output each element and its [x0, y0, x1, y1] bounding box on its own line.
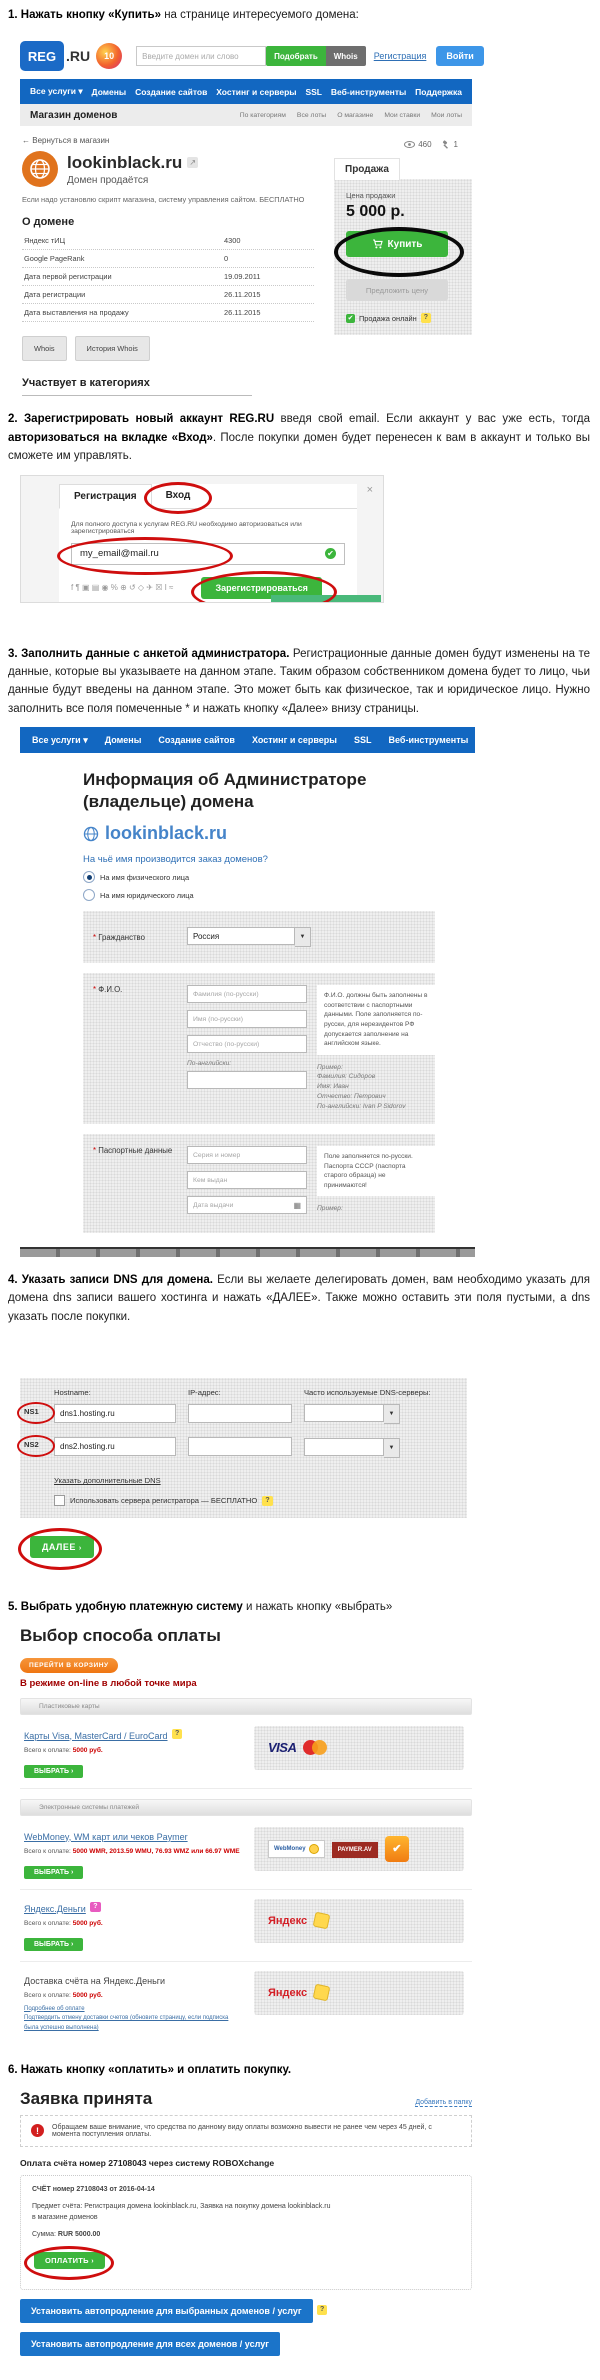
- invoice-sum-line: Сумма: RUR 5000.00: [32, 2231, 101, 2239]
- payment-option-webmoney: WebMoney, WM карт или чеков Paymer Всего к оплате: 5000 WMR, 2013.59 WMU, 76.93 WMZ или 66.97 WME ВЫБРАТЬ › WebMoney PAYMER.AV ✔: [20, 1818, 472, 1890]
- seller-promo-text: Если надо установлю скрипт магазина, систему управления сайтом. БЕСПЛАТНО: [22, 195, 305, 205]
- store-link-my-bids[interactable]: Мои ставки: [384, 111, 421, 119]
- nav-item-hosting[interactable]: Хостинг и серверы: [216, 86, 297, 97]
- store-link-my-lots[interactable]: Мои лоты: [431, 111, 462, 119]
- sale-panel: [334, 158, 472, 396]
- tab-registration[interactable]: Регистрация: [59, 484, 152, 509]
- arrow-right-icon: ›: [91, 2257, 94, 2265]
- auth-area: [374, 46, 484, 66]
- auth-note: Для полного доступа к услугам REG.RU необходимо авторизоваться или зарегистрироваться: [71, 520, 302, 535]
- nav-item-domains[interactable]: Домены: [91, 86, 127, 97]
- radio-person[interactable]: На имя физического лица: [83, 871, 475, 883]
- table-row: Дата выставления на продажу 26.11.2015: [22, 304, 314, 322]
- step-5-text: 5. Выбрать удобную платежную систему и нажать кнопку «выбрать»: [8, 1601, 393, 1614]
- check-icon: ✔: [347, 315, 354, 323]
- nav-item-site-builder[interactable]: Создание сайтов: [158, 735, 235, 746]
- chevron-down-icon[interactable]: ▼: [384, 1404, 400, 1424]
- withdrawal-warning: ! Обращаем ваше внимание, что средства по данному виду оплаты возможно вывести не ранее чем через 45 дней, с момента поступления оплаты.: [20, 2115, 472, 2147]
- hostname-column-header: Hostname:: [54, 1388, 91, 1398]
- lastname-input[interactable]: Фамилия (по-русски): [187, 985, 307, 1003]
- table-row: Дата регистрации 26.11.2015: [22, 286, 314, 304]
- checkbox[interactable]: [54, 1495, 65, 1506]
- yandex-coin-icon: [313, 1984, 331, 2002]
- auth-tabs: [59, 484, 357, 509]
- oauth-icons-row[interactable]: f ¶ ▣ ▤ ◉ % ⊕ ↺ ◇ ✈ ☒ I ≈: [71, 583, 174, 593]
- offer-price-button[interactable]: Предложить цену: [346, 279, 448, 301]
- chevron-down-icon[interactable]: ▼: [384, 1438, 400, 1458]
- store-link-all-lots[interactable]: Все лоты: [296, 111, 327, 119]
- table-row: Дата первой регистрации 19.09.2011: [22, 268, 314, 286]
- domain-name: lookinblack.ru ↗: [67, 153, 198, 173]
- verified-badge-icon: ✔: [385, 1836, 409, 1862]
- register-link[interactable]: Регистрация: [373, 51, 427, 62]
- yandex-money-option-link[interactable]: Яндекс.Деньги: [24, 1903, 86, 1914]
- nav-item-webtools[interactable]: Веб-инструменты: [388, 735, 469, 746]
- dns-preset-select-1[interactable]: [304, 1404, 454, 1424]
- screenshot-registration-modal: [20, 475, 384, 603]
- step-4-text: 4. Указать записи DNS для домена. Если вы желаете делегировать домен, вам необходимо указать для домена dns записи вашего хостинга и нажать «ДАЛЕЕ». Также можно оставить эти поля пустыми, а dns указать после покупки.: [8, 1274, 590, 1323]
- online-sale-row: ✔ Продажа онлайн ?: [346, 313, 462, 323]
- email-input[interactable]: my_email@mail.ru ✔: [71, 543, 345, 565]
- ns1-ip-input[interactable]: [188, 1404, 292, 1423]
- pay-button[interactable]: ОПЛАТИТЬ ›: [34, 2252, 105, 2269]
- domain-avatar: [22, 151, 58, 187]
- domain-stats: [404, 140, 458, 149]
- fio-example: Пример: Фамилия: Сидоров Имя: Иван Отчество: Петрович По-английски: Ivan P Sidorov: [317, 1063, 406, 1111]
- domain-card: [20, 126, 472, 396]
- chevron-down-icon: ▾: [83, 734, 88, 745]
- mastercard-logo: [303, 1740, 327, 1755]
- passport-example: Пример:: [317, 1205, 343, 1213]
- yandex-logo: Яндекс: [268, 1986, 308, 1999]
- site-header: [20, 33, 472, 79]
- tab-login[interactable]: Вход: [152, 484, 205, 508]
- payment-details-link[interactable]: Подробнее об оплате: [24, 2005, 85, 2012]
- whois-button[interactable]: Whois: [326, 46, 366, 66]
- payment-option-cards: Карты Visa, MasterCard / EuroCard ? Всего к оплате: 5000 руб. ВЫБРАТЬ › VISA: [20, 1717, 472, 1789]
- step-1-bold: 1. Нажать кнопку «Купить»: [8, 9, 162, 21]
- payment-title: Выбор способа оплаты: [20, 1625, 221, 1645]
- domain-info-column: [22, 132, 314, 396]
- login-button[interactable]: Войти: [436, 46, 483, 66]
- go-to-cart-button[interactable]: ПЕРЕЙТИ В КОРЗИНУ: [20, 1658, 118, 1673]
- section-emoney: Электронные системы платежей: [20, 1799, 472, 1816]
- nav-item-all-services[interactable]: Все услуги ▾: [30, 86, 83, 97]
- next-button[interactable]: ДАЛЕЕ ›: [30, 1536, 94, 1558]
- visa-logo: VISA: [268, 1740, 297, 1756]
- external-link-icon[interactable]: ↗: [187, 157, 198, 168]
- valid-check-icon: ✔: [325, 548, 336, 559]
- about-domain-title: О домене: [22, 216, 75, 229]
- ns1-label: NS1: [24, 1407, 39, 1417]
- warning-icon: !: [31, 2124, 44, 2137]
- choose-button[interactable]: ВЫБРАТЬ ›: [24, 1765, 83, 1778]
- english-name-input[interactable]: [187, 1071, 307, 1089]
- yandex-invoice-option: Доставка счёта на Яндекс.Деньги: [24, 1975, 166, 1986]
- passport-box: * Паспортные данные Серия и номер Кем выдан Дата выдачи ▦ Поле заполняется по-русски. Паспорта СССР (паспорта старого образца) не принимаются! Пример:: [83, 1134, 435, 1233]
- use-registrar-checkbox-row: Использовать сервера регистратора — БЕСПЛАТНО ?: [54, 1495, 459, 1506]
- ns1-hostname-input[interactable]: dns1.hosting.ru: [54, 1404, 176, 1423]
- domain-search-bar: [136, 46, 366, 66]
- screenshot-domain-page: [20, 33, 472, 396]
- screenshot-payment-methods: [20, 1626, 472, 2044]
- radio-company[interactable]: На имя юридического лица: [83, 889, 475, 901]
- arrow-right-icon: ›: [70, 1868, 74, 1876]
- store-link-about[interactable]: О магазине: [337, 111, 374, 119]
- background-button-fragment: [271, 595, 381, 602]
- middlename-input[interactable]: Отчество (по-русски): [187, 1035, 307, 1053]
- close-icon[interactable]: ×: [366, 483, 373, 496]
- main-nav: [20, 727, 503, 753]
- categories-title: Участвует в категориях: [22, 377, 252, 396]
- domain-status: Домен продаётся: [67, 174, 149, 186]
- globe-icon: [83, 826, 99, 842]
- add-to-folder-link[interactable]: Добавить в папку: [415, 2098, 472, 2106]
- views-counter: 460: [404, 140, 431, 149]
- fio-box: * Ф.И.О. Фамилия (по-русски) Имя (по-русски) Отчество (по-русски) По-английски: Ф.И.О. должны быть заполнены в соответствии с паспортными данными. Поле заполняется по-русски, для нерезидентов РФ допускается заполнение на английском языке. Пример: Фамилия: Сидоров Имя: Иван Отчество: Петрович По-английски: Ivan P Sidorov: [83, 973, 435, 1124]
- invoice-subject-line: Предмет счёта: Регистрация домена lookinblack.ru, Заявка на покупку домена lookinblack.ru в магазине доменов: [32, 2203, 331, 2221]
- nav-item-domains[interactable]: Домены: [104, 735, 142, 746]
- store-links: [240, 112, 462, 119]
- add-dns-link[interactable]: Указать дополнительные DNS: [54, 1476, 161, 1486]
- domain-name: lookinblack.ru: [83, 823, 475, 844]
- calendar-icon[interactable]: ▦: [293, 1200, 301, 1210]
- screenshot-order-accepted: [20, 2089, 472, 2356]
- globe-icon: [29, 158, 51, 180]
- ip-column-header: IP-адрес:: [188, 1388, 221, 1398]
- help-icon[interactable]: ?: [172, 1729, 182, 1739]
- radio-selected-icon[interactable]: [83, 871, 95, 883]
- dns-preset-select-2[interactable]: [304, 1438, 454, 1458]
- step-2-text: 2. Зарегистрировать новый аккаунт REG.RU введя свой email. Если аккаунт у вас уже есть, тогда авторизоваться на вкладке «Вход». После покупки домен будет перенесен к вам в аккаунт и только вы сможете им управлять.: [8, 413, 590, 463]
- passport-help-text: Поле заполняется по-русски. Паспорта СССР (паспорта старого образца) не принимаются!: [317, 1146, 435, 1196]
- citizenship-box: * Гражданство Россия ▼: [83, 911, 435, 963]
- choose-button[interactable]: ВЫБРАТЬ ›: [24, 1866, 83, 1879]
- nav-item-hosting[interactable]: Хостинг и серверы: [251, 735, 337, 746]
- dns-servers-column-header: Часто используемые DNS-серверы:: [304, 1388, 431, 1398]
- ns2-label: NS2: [24, 1440, 39, 1450]
- fio-help-text: Ф.И.О. должны быть заполнены в соответствии с паспортными данными. Поле заполняется по-русски, для нерезидентов РФ допускается заполнение на английском языке.: [317, 985, 435, 1054]
- citizenship-select[interactable]: Россия ▼: [187, 927, 311, 947]
- order-accepted-title: Заявка принята: [20, 2088, 153, 2108]
- step-1-text: [8, 6, 590, 24]
- cards-option-link[interactable]: Карты Visa, MasterCard / EuroCard: [24, 1730, 168, 1741]
- step-6-text: 6. Нажать кнопку «оплатить» и оплатить покупку.: [8, 2064, 292, 2077]
- screenshot-dns-form: [20, 1378, 467, 1574]
- arrow-left-icon: ←: [22, 136, 30, 146]
- step-1-rest: на странице интересуемого домена:: [161, 9, 359, 21]
- online-note: В режиме on-line в любой точке мира: [20, 1677, 197, 1689]
- domain-search-input[interactable]: Введите домен или слово: [136, 46, 266, 66]
- webmoney-logo: WebMoney: [268, 1840, 325, 1858]
- payment-option-yandex-invoice: Доставка счёта на Яндекс.Деньги Всего к оплате: 5000 руб. Подробнее об оплате Подтвердить отмену доставки счетов (обновите страницу, если подписка была успешно выполнена) Яндекс: [20, 1962, 472, 2044]
- auth-modal: [59, 484, 357, 603]
- choose-button[interactable]: ВЫБРАТЬ ›: [24, 1938, 83, 1951]
- nav-item-all-services[interactable]: Все услуги ▾: [32, 734, 88, 745]
- radio-unselected-icon[interactable]: [83, 889, 95, 901]
- regru-logo-mark: REG: [20, 41, 64, 71]
- nav-item-ssl[interactable]: SSL: [305, 86, 322, 97]
- yandex-coin-icon: [313, 1912, 331, 1930]
- regru-logo: [20, 41, 122, 71]
- table-row: Яндекс тИЦ 4300: [22, 232, 314, 250]
- nav-item-webtools[interactable]: Веб-инструменты: [330, 86, 407, 97]
- help-icon[interactable]: ?: [317, 2305, 327, 2315]
- store-link-categories[interactable]: По категориям: [239, 111, 286, 119]
- anniversary-badge: 10: [96, 43, 122, 69]
- invoice-payment-heading: Оплата счёта номер 27108043 через систему ROBOXchange: [20, 2157, 275, 2168]
- firstname-input[interactable]: Имя (по-русски): [187, 1010, 307, 1028]
- screenshot-admin-form: [20, 727, 503, 1257]
- autorenew-all-button[interactable]: Установить автопродление для всех доменов / услуг: [20, 2332, 280, 2356]
- help-icon[interactable]: ?: [262, 1496, 272, 1506]
- nav-item-support[interactable]: Поддержка: [415, 86, 462, 97]
- ns2-hostname-input[interactable]: dns2.hosting.ru: [54, 1437, 176, 1456]
- order-name-question: На чьё имя производится заказ доменов?: [83, 854, 268, 866]
- store-subnav: [20, 104, 472, 126]
- domain-heading: [22, 151, 314, 187]
- arrow-right-icon: ›: [78, 1545, 82, 1553]
- main-nav: [20, 79, 472, 104]
- section-plastic-cards: Пластиковые карты: [20, 1698, 472, 1715]
- sale-price: 5 000 р.: [346, 203, 405, 221]
- help-icon[interactable]: ?: [90, 1902, 100, 1912]
- arrow-right-icon: ›: [70, 1940, 74, 1948]
- invoice-number-line: СЧЁТ номер 27108043 от 2016-04-14: [32, 2185, 155, 2193]
- help-icon[interactable]: ?: [421, 313, 431, 323]
- store-title: Магазин доменов: [30, 109, 118, 121]
- pick-domain-button[interactable]: Подобрать: [266, 46, 326, 66]
- invoice-box: [20, 2175, 472, 2290]
- buy-button[interactable]: Купить: [346, 231, 448, 257]
- chevron-down-icon: ▾: [78, 86, 83, 97]
- browser-taskbar-strip: [20, 1247, 475, 1257]
- register-button[interactable]: Зарегистрироваться: [201, 577, 321, 599]
- bids-counter: 1: [442, 140, 458, 149]
- chevron-down-icon[interactable]: ▼: [295, 927, 311, 947]
- payment-option-yandex: Яндекс.Деньги ? Всего к оплате: 5000 руб. ВЫБРАТЬ › Яндекс: [20, 1890, 472, 1962]
- yandex-logo: Яндекс: [268, 1914, 308, 1927]
- whois-info-button[interactable]: Whois: [22, 336, 67, 361]
- webmoney-option-link[interactable]: WebMoney, WM карт или чеков Paymer: [24, 1831, 188, 1842]
- ns2-ip-input[interactable]: [188, 1437, 292, 1456]
- confirm-delivery-link[interactable]: Подтвердить отмену доставки счетов (обновите страницу, если подписка была успешно выполнена): [24, 2015, 229, 2031]
- passport-issued-input[interactable]: Кем выдан: [187, 1171, 307, 1189]
- nav-item-ssl[interactable]: SSL: [354, 735, 372, 746]
- passport-series-input[interactable]: Серия и номер: [187, 1146, 307, 1164]
- domain-params-table: [22, 232, 314, 322]
- admin-form-title: Информация об Администраторе (владельце) домена: [83, 770, 367, 812]
- english-label: По-английски:: [187, 1060, 232, 1068]
- eye-icon: [404, 141, 415, 148]
- table-row: Google PageRank 0: [22, 250, 314, 268]
- passport-date-input[interactable]: Дата выдачи ▦: [187, 1196, 307, 1214]
- sale-tab[interactable]: Продажа: [334, 158, 400, 180]
- nav-item-support-truncated[interactable]: Под: [485, 735, 503, 746]
- step-3-text: 3. Заполнить данные с анкетой администратора. Регистрационные данные домен будут изменены на те данные, которые вы указываете на данном этапе. Таким образом собственником домена будет то лицо, чьи данные будут введены на данном этапе. Это может быть как физическое, так и юридическое лицо. Нужно заполнить все поля помеченные * и нажать кнопку «Далее» внизу страницы.: [8, 647, 590, 715]
- arrow-right-icon: ›: [70, 1767, 74, 1775]
- autorenew-selected-button[interactable]: Установить автопродление для выбранных доменов / услуг: [20, 2299, 313, 2323]
- cart-icon: [372, 239, 383, 249]
- whois-history-button[interactable]: История Whois: [75, 336, 150, 361]
- nav-item-site-builder[interactable]: Создание сайтов: [135, 86, 208, 97]
- price-label: Цена продажи: [346, 191, 396, 201]
- gavel-icon: [442, 140, 451, 149]
- regru-logo-ru: .RU: [66, 48, 91, 65]
- paymer-logo: PAYMER.AV: [332, 1839, 378, 1858]
- back-to-store-link[interactable]: ← Вернуться в магазин: [22, 136, 110, 146]
